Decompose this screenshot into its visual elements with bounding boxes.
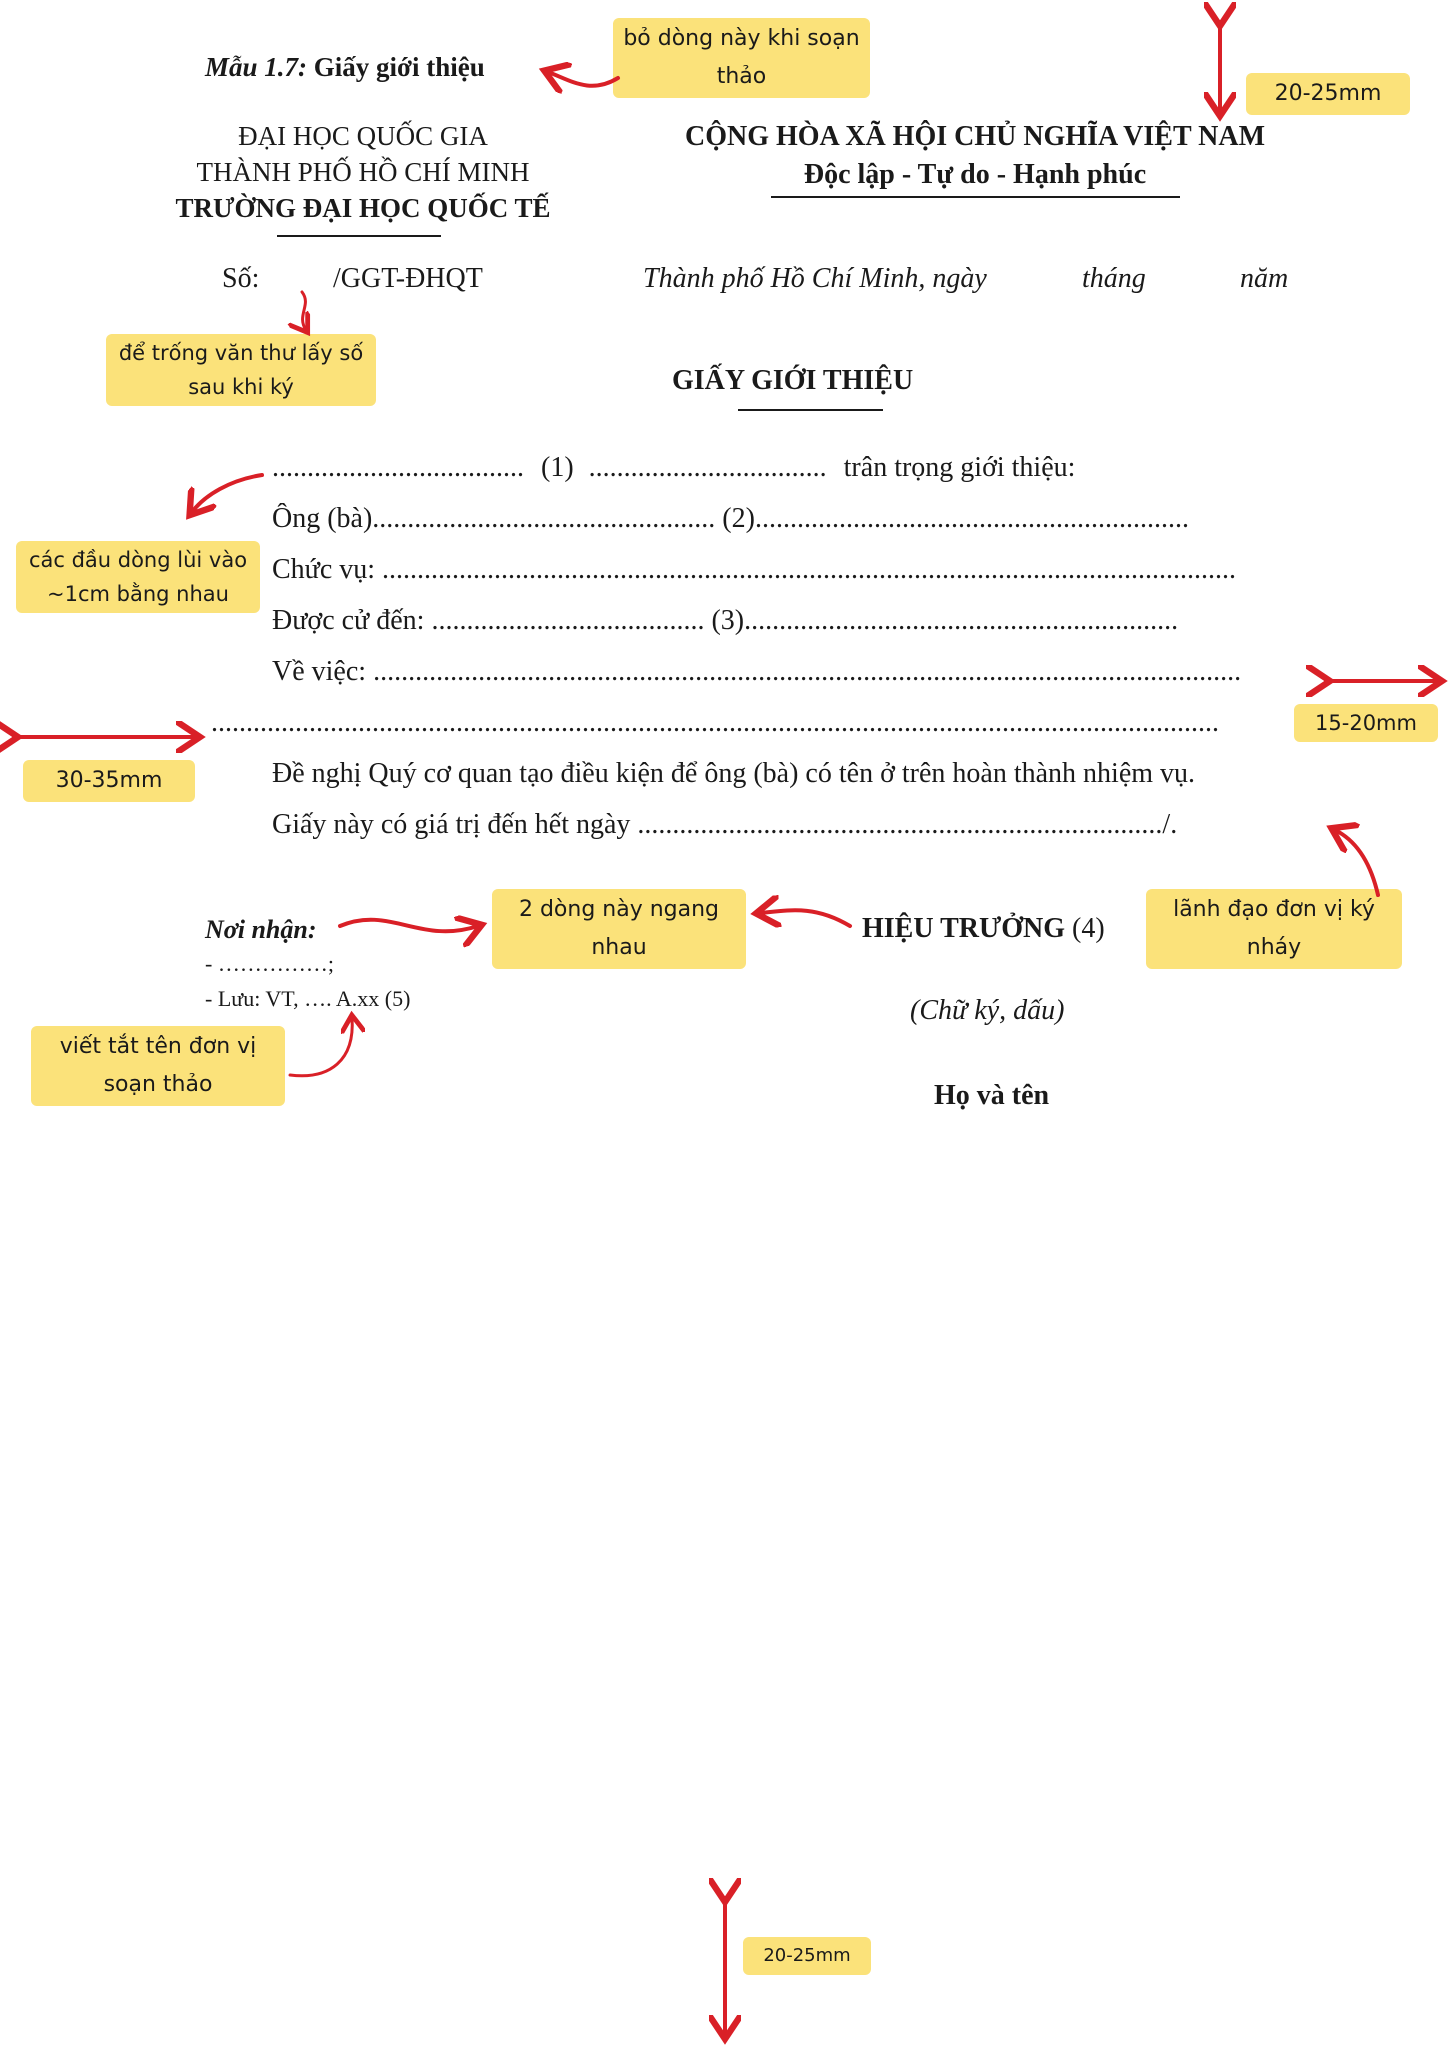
recipients-item1: - ……………; bbox=[205, 951, 334, 976]
body-line1-text: trân trọng giới thiệu: bbox=[843, 452, 1076, 483]
body-line4: Được cử đến: ....................................... (3).............................................................. bbox=[272, 605, 1179, 636]
signature-name: Họ và tên bbox=[934, 1080, 1050, 1111]
arrow-indent bbox=[192, 475, 262, 512]
note-remove-line: bỏ dòng này khi soạn thảo bbox=[615, 20, 868, 96]
recipients-title: Nơi nhận: bbox=[205, 915, 317, 944]
note-left-margin: 30-35mm bbox=[25, 762, 193, 800]
date-month: tháng bbox=[1082, 263, 1146, 294]
arrow-same-row-left bbox=[340, 920, 478, 932]
arrow-same-row-right bbox=[760, 910, 850, 926]
number-label: Số: bbox=[222, 263, 260, 294]
national-line1: CỘNG HÒA XÃ HỘI CHỦ NGHĨA VIỆT NAM bbox=[684, 121, 1266, 152]
form-label-title: Giấy giới thiệu bbox=[313, 52, 485, 82]
date-year: năm bbox=[1240, 263, 1289, 294]
body-line3: Chức vụ: .......................................................................................................................... bbox=[272, 554, 1237, 585]
note-bottom-margin: 20-25mm bbox=[745, 1939, 869, 1973]
note-top-margin: 20-25mm bbox=[1248, 75, 1408, 113]
body-line1-dots-b: .................................. bbox=[588, 452, 827, 483]
body-line5: Về việc: ............................................................................................................................ bbox=[272, 656, 1242, 687]
note-initial-sign: lãnh đạo đơn vị ký nháy bbox=[1148, 891, 1400, 967]
note-blank-number: để trống văn thư lấy số sau khi ký bbox=[108, 336, 374, 404]
body-line2: Ông (bà)................................................. (2).............................................................. bbox=[272, 503, 1189, 534]
body-line1-dots-a: .................................... bbox=[272, 452, 524, 483]
place-date: Thành phố Hồ Chí Minh, ngày bbox=[643, 263, 987, 294]
org-line1: ĐẠI HỌC QUỐC GIA bbox=[238, 121, 488, 151]
body-line1-ref: (1) bbox=[541, 452, 574, 483]
org-line2: THÀNH PHỐ HỒ CHÍ MINH bbox=[196, 157, 530, 187]
signature-note: (Chữ ký, dấu) bbox=[910, 995, 1065, 1026]
note-abbr-unit: viết tắt tên đơn vị soạn thảo bbox=[33, 1028, 283, 1104]
number-code: /GGT-ĐHQT bbox=[333, 263, 483, 294]
body-line8: Giấy này có giá trị đến hết ngày .........................................................................../. bbox=[272, 809, 1178, 840]
form-label-prefix: Mẫu 1.7: bbox=[205, 52, 308, 82]
note-right-margin: 15-20mm bbox=[1296, 706, 1436, 740]
body-line7: Đề nghị Quý cơ quan tạo điều kiện để ông (bà) có tên ở trên hoàn thành nhiệm vụ. bbox=[272, 758, 1196, 789]
signature-title-text: HIỆU TRƯỞNG bbox=[862, 913, 1066, 944]
signature-title-ref: (4) bbox=[1072, 913, 1105, 944]
note-same-row: 2 dòng này ngang nhau bbox=[494, 891, 744, 967]
arrow-blank-number bbox=[302, 292, 306, 330]
doc-title: GIẤY GIỚI THIỆU bbox=[672, 365, 914, 396]
org-line3: TRƯỜNG ĐẠI HỌC QUỐC TẾ bbox=[175, 193, 551, 223]
note-indent: các đầu dòng lùi vào ~1cm bằng nhau bbox=[18, 543, 258, 611]
arrow-remove-line bbox=[548, 72, 618, 86]
arrow-abbr-unit bbox=[290, 1018, 352, 1076]
body-line6: ................................................................................................................................................ bbox=[211, 707, 1219, 738]
national-line2: Độc lập - Tự do - Hạnh phúc bbox=[803, 159, 1147, 190]
recipients-item2: - Lưu: VT, …. A.xx (5) bbox=[205, 986, 411, 1011]
arrow-initial-sign bbox=[1335, 830, 1378, 895]
